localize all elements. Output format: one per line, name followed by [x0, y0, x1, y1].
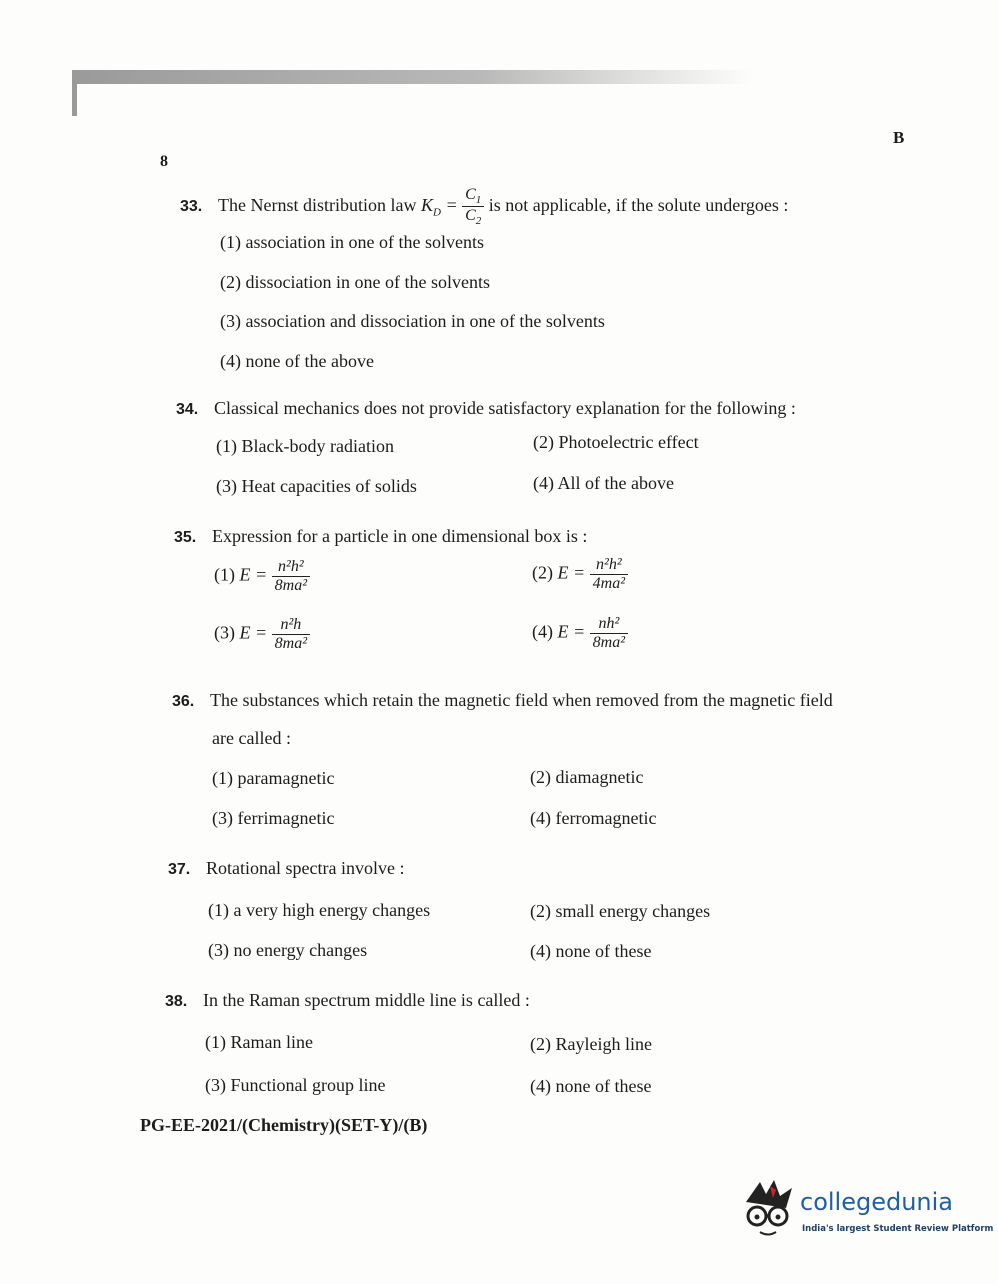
formula-fraction [462, 186, 484, 227]
option: (4) none of these [530, 1076, 652, 1096]
question-stem-tail: is not applicable, if the solute undergoes : [488, 194, 789, 215]
option: (1) a very high energy changes [208, 900, 431, 920]
mascot-icon [740, 1180, 798, 1240]
option: (1) Raman line [205, 1032, 313, 1052]
formula-lhs: E = [557, 621, 586, 642]
formula-num: n²h [272, 616, 310, 635]
option: (2) Rayleigh line [530, 1034, 652, 1054]
option-formula [214, 616, 310, 653]
question-38 [165, 990, 530, 1011]
logo-wordmark: collegedunia [800, 1188, 954, 1216]
question-35 [174, 526, 587, 547]
nernst-formula: $K_D$ = $\frac{C_1}{C_2}$ [421, 195, 489, 215]
question-number: 35. [174, 529, 197, 546]
scan-edge-shadow [72, 70, 752, 84]
formula-den: C [465, 207, 476, 225]
option: (2) small energy changes [530, 901, 711, 921]
option: (4) none of these [530, 941, 652, 961]
question-number: 37. [168, 861, 191, 878]
formula-num: nh² [590, 615, 628, 634]
question-33 [180, 186, 788, 227]
option-formula [532, 615, 628, 652]
formula-den: 4ma² [592, 575, 626, 592]
formula-num: n²h² [590, 556, 628, 575]
set-letter: B [893, 128, 905, 147]
option-formula [214, 558, 310, 595]
formula-den: 8ma² [274, 635, 308, 652]
option: (1) association in one of the solvents [220, 232, 484, 252]
option-label: (1) [214, 564, 235, 585]
question-stem: Expression for a particle in one dimensional box is : [212, 526, 588, 546]
option: (3) Heat capacities of solids [216, 476, 417, 496]
question-stem: The Nernst distribution law [218, 194, 417, 215]
option: (2) dissociation in one of the solvents [220, 272, 490, 292]
question-stem: The substances which retain the magnetic field when removed from the magnetic field [210, 690, 833, 710]
paper-code: PG-EE-2021/(Chemistry)(SET-Y)/(B) [140, 1115, 428, 1135]
question-stem: Rotational spectra involve : [206, 858, 405, 878]
question-number: 34. [176, 401, 199, 418]
formula-num-sub: 1 [475, 194, 482, 207]
option: (3) Functional group line [205, 1075, 386, 1095]
question-37 [168, 858, 404, 879]
formula-num: C [465, 186, 476, 203]
formula-den-sub: 2 [475, 215, 482, 228]
option: (4) none of the above [220, 351, 374, 371]
question-stem: In the Raman spectrum middle line is called : [203, 990, 530, 1010]
question-34 [176, 398, 796, 419]
question-stem: Classical mechanics does not provide satisfactory explanation for the following : [214, 398, 796, 418]
option-label: (3) [214, 622, 235, 643]
option: (2) Photoelectric effect [533, 432, 699, 452]
option-formula [532, 556, 628, 593]
option: (4) All of the above [533, 473, 674, 493]
formula-den: 8ma² [592, 634, 626, 651]
scan-edge-left [72, 82, 77, 116]
formula-den: 8ma² [274, 577, 308, 594]
question-number: 36. [172, 693, 195, 710]
question-number: 38. [165, 993, 188, 1010]
formula-lhs: E = [239, 564, 268, 585]
question-36-line2: are called : [212, 728, 291, 748]
page-number: 8 [160, 153, 168, 170]
option: (4) ferromagnetic [530, 808, 657, 828]
option: (3) ferrimagnetic [212, 808, 335, 828]
option: (1) Black-body radiation [216, 436, 394, 456]
formula-k-sub: D [432, 206, 441, 219]
formula-lhs: E = [557, 562, 586, 583]
question-number: 33. [180, 197, 203, 215]
option: (1) paramagnetic [212, 768, 335, 788]
collegedunia-logo [740, 1180, 994, 1244]
option: (3) association and dissociation in one of the solvents [220, 311, 605, 331]
question-36 [172, 690, 833, 711]
option-label: (2) [532, 562, 553, 583]
option: (2) diamagnetic [530, 767, 644, 787]
option-label: (4) [532, 621, 553, 642]
formula-num: n²h² [272, 558, 310, 577]
formula-lhs: E = [239, 622, 268, 643]
logo-tagline: India's largest Student Review Platform [802, 1224, 994, 1234]
option: (3) no energy changes [208, 940, 368, 960]
formula-k: K [420, 194, 433, 215]
